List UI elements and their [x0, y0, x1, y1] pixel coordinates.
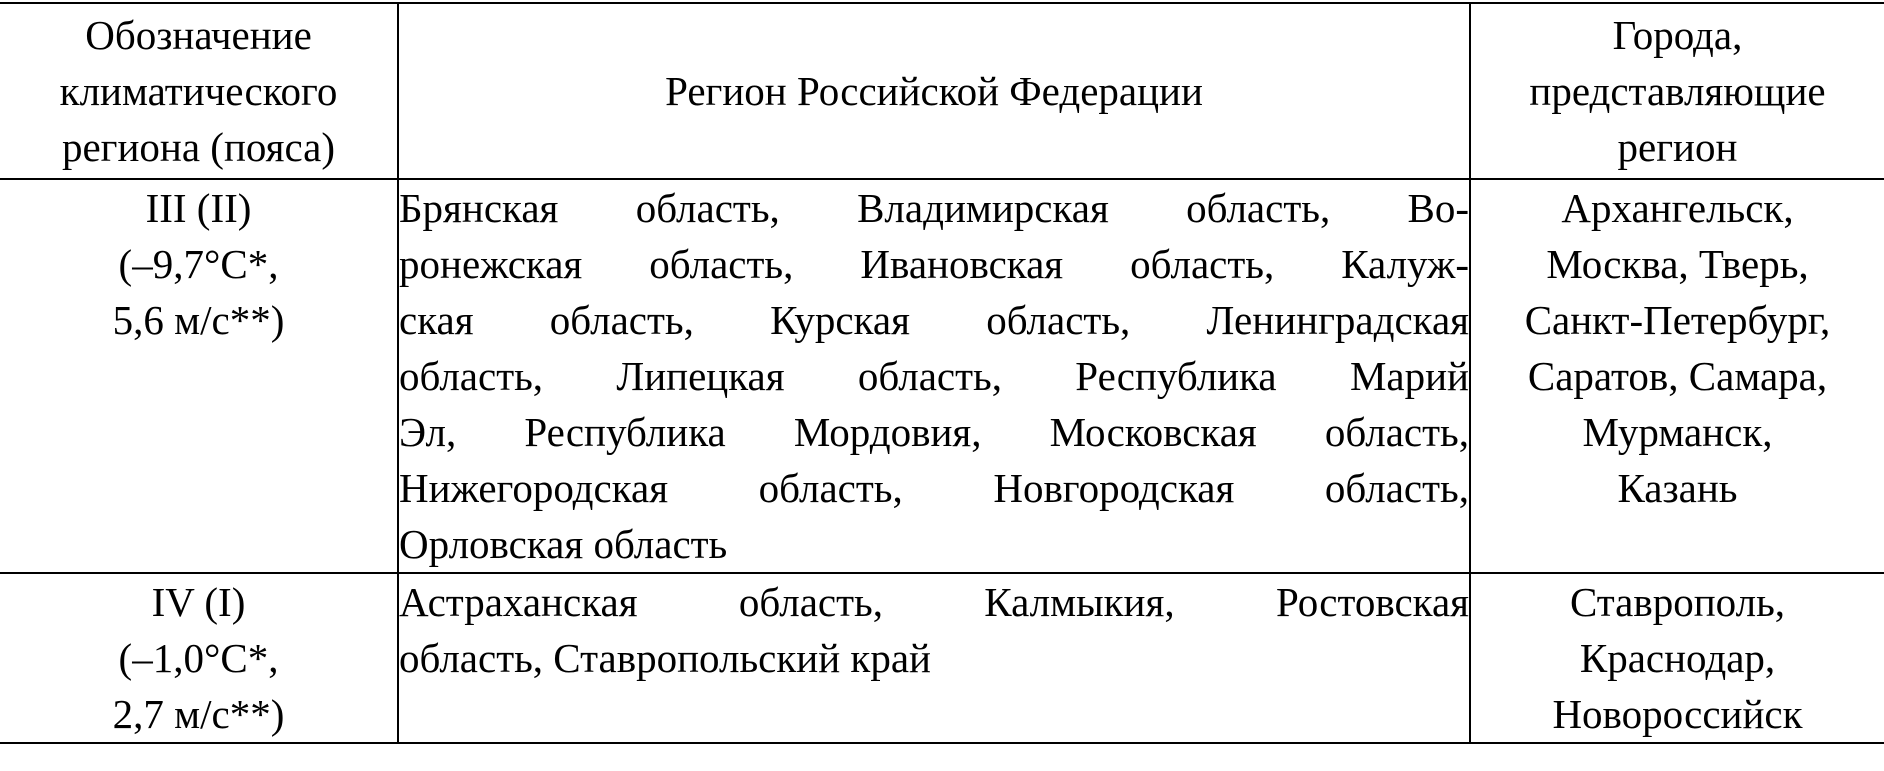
city-line: Москва, Тверь, [1546, 241, 1809, 287]
regions-line: Орловская область [399, 521, 728, 567]
regions-line: ская область, Курская область, Ленинградская [399, 297, 1469, 343]
city-line: Санкт-Петербург, [1524, 297, 1831, 343]
city-line: Архангельск, [1561, 185, 1794, 231]
city-line: Саратов, Самара, [1527, 353, 1828, 399]
city-line: Мурманск, [1582, 409, 1773, 455]
zone-name: IV (I) [151, 579, 246, 625]
regions-line: Брянская область, Владимирская область, Во- [399, 185, 1469, 231]
regions-line: Астраханская область, Калмыкия, Ростовская [399, 579, 1469, 625]
zone-wind-speed: 5,6 м/с**) [112, 297, 285, 343]
regions-cell [398, 179, 1470, 573]
regions-line: область, Липецкая область, Республика Марий [399, 353, 1469, 399]
cities-cell [1470, 573, 1884, 743]
header-cities [1470, 3, 1884, 179]
header-zone-line: Обозначение [85, 12, 312, 58]
regions-line: ронежская область, Ивановская область, Калуж- [399, 241, 1469, 287]
city-line: Ставрополь, [1569, 579, 1786, 625]
header-region [398, 3, 1470, 179]
header-cities-line: представляющие [1529, 68, 1826, 114]
header-cities-line: Города, [1612, 12, 1743, 58]
zone-name: III (II) [145, 185, 252, 231]
header-cities-line: регион [1617, 124, 1738, 170]
header-zone-designation [0, 3, 398, 179]
header-zone-line: региона (пояса) [61, 124, 336, 170]
climate-regions-table [0, 2, 1884, 744]
zone-wind-speed: 2,7 м/с**) [112, 691, 285, 737]
regions-line: область, Ставропольский край [399, 635, 931, 681]
city-line: Новороссийск [1552, 691, 1803, 737]
zone-temperature: (–9,7°С*, [118, 241, 279, 287]
header-zone-line: климатического [59, 68, 338, 114]
regions-line: Нижегородская область, Новгородская область, [399, 465, 1469, 511]
city-line: Краснодар, [1579, 635, 1776, 681]
regions-cell [398, 573, 1470, 743]
city-line: Казань [1617, 465, 1738, 511]
header-region-label: Регион Российской Федерации [665, 68, 1203, 114]
cities-cell [1470, 179, 1884, 573]
header-row [0, 3, 1884, 179]
regions-line: Эл, Республика Мордовия, Московская область, [399, 409, 1469, 455]
zone-temperature: (–1,0°С*, [118, 635, 279, 681]
table-row-zone-iv [0, 573, 1884, 743]
table-row-zone-iii [0, 179, 1884, 573]
zone-cell [0, 573, 398, 743]
zone-cell [0, 179, 398, 573]
